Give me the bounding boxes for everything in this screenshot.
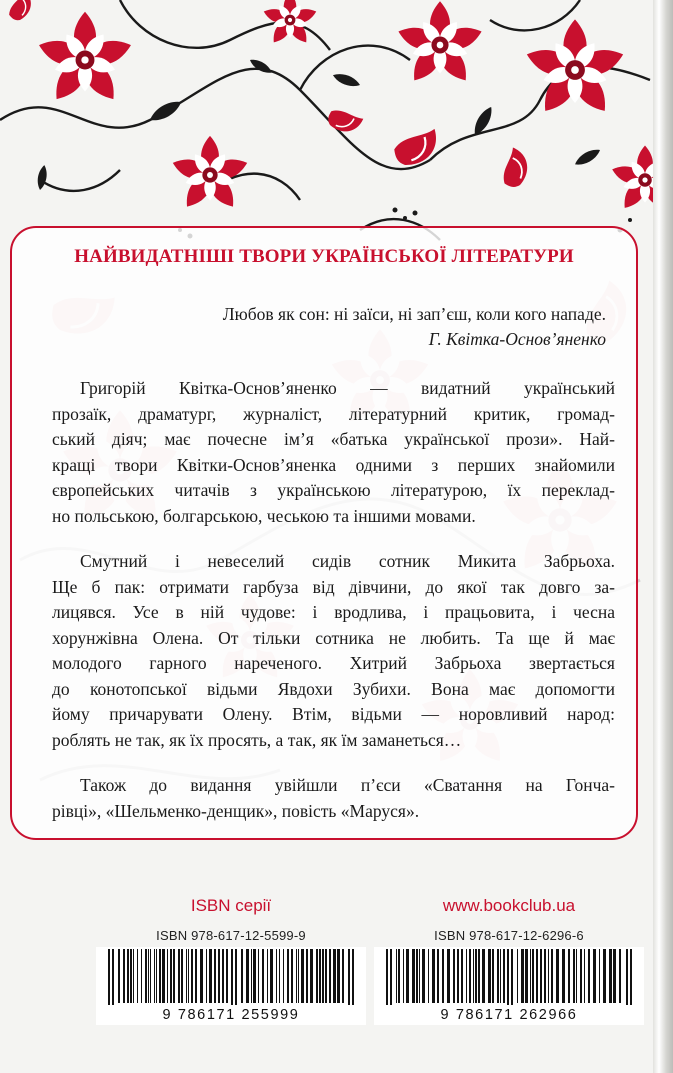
paragraph-plot-summary [52,549,615,753]
text-line: роблять не так, як їх просять, а так, як їм заманеться… [52,729,462,750]
isbn-number: ISBN 978-617-12-5599-9 [156,928,306,943]
series-isbn-label: ISBN серії [190,896,272,915]
annotation-panel [10,226,638,840]
epigraph-quote: Любов як сон: ні заїси, ні зап’єш, коли кого нападе. [222,304,606,324]
text-line: но польською, болгарською, чеською та іншими мовами. [52,505,476,526]
website-label: www.bookclub.ua [442,896,576,915]
paragraph-author-bio [52,376,615,529]
series-heading: НАЙВИДАТНІШІ ТВОРИ УКРАЇНСЬКОЇ ЛІТЕРАТУРИ [74,246,574,267]
book-barcode-block [374,896,644,1025]
barcode [374,947,644,1025]
text-line: кращі твори Квітки-Основ’яненка одними з перших знайомили [52,454,615,475]
text-line: хорунжівна Олена. От тільки сотника не любить. Та ще й має [52,627,615,648]
text-line: рівці», «Шельменко-денщик», повість «Маруся». [52,800,420,821]
text-line: ський діяч; має почесне ім’я «батька української прози». Най- [52,429,615,449]
text-line: Також до видання увійшли п’єси «Сватання на Гонча- [80,775,615,795]
text-line: Смутний і невеселий сидів сотник Микита Забрьоха. [80,551,615,571]
barcode-digits: 9 786171 255999 [162,1007,300,1023]
barcode-bars [384,949,634,1005]
text-line: європейських читачів з українською літературою, їх переклад- [52,480,615,500]
barcode-bars [106,949,356,1005]
text-line: Григорій Квітка-Основ’яненко — видатний український [80,378,615,398]
isbn-number: ISBN 978-617-12-6296-6 [434,928,584,943]
epigraph-author: Г. Квітка-Основ’яненко [428,329,606,349]
barcode [96,947,366,1025]
series-barcode-block [96,896,366,1025]
book-spine-edge [653,0,673,1073]
text-line: до конотопської відьми Явдохи Зубихи. Вона має допомогти [52,678,615,699]
text-line: йому причарувати Олену. Втім, відьми — норовливий народ: [52,704,615,724]
barcode-digits: 9 786171 262966 [440,1007,578,1023]
text-line: молодого гарного нареченого. Хитрий Забрьоха звертається [52,653,615,673]
text-line: лицявся. Усе в ній чудове: і вродлива, і працьовита, і чесна [52,602,615,622]
paragraph-contents-note [52,773,615,824]
text-line: Ще б пак: отримати гарбуза від дівчини, до якої так довго за- [52,576,615,597]
text-line: прозаїк, драматург, журналіст, літературний критик, громад- [52,403,615,424]
